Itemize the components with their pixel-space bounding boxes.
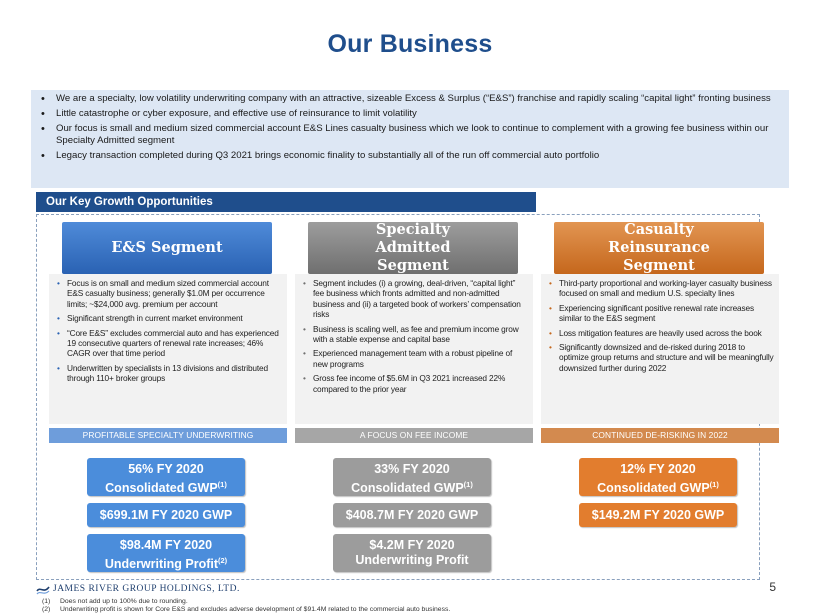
segment-bullet: • Loss mitigation features are heavily used across the book bbox=[549, 327, 762, 338]
company-logo bbox=[36, 582, 240, 596]
gwp-share-pill: 12% FY 2020 Consolidated GWP$^{(1)}$ bbox=[579, 458, 737, 496]
gwp-pill: $699.1M FY 2020 GWP bbox=[87, 503, 245, 527]
segment-bullet: • Segment includes (i) a growing, deal-driven, “capital light” fee business which fronts admitted and non-admitted business and (ii) a targeted book of workers’ compensation risks bbox=[303, 278, 521, 320]
segment-theme-band: CONTINUED DE-RISKING IN 2022 bbox=[541, 428, 779, 443]
segment-details bbox=[295, 274, 533, 424]
bullet-icon: • bbox=[57, 327, 60, 338]
bullet-icon: • bbox=[41, 150, 45, 162]
bullet-icon: • bbox=[549, 327, 552, 338]
bullet-icon: • bbox=[57, 313, 60, 324]
segment-theme-band: PROFITABLE SPECIALTY UNDERWRITING bbox=[49, 428, 287, 443]
intro-bullet: • Little catastrophe or cyber exposure, and effective use of reinsurance to limit volatility bbox=[41, 108, 417, 120]
page-title: Our Business bbox=[327, 30, 493, 58]
gwp-pill: $408.7M FY 2020 GWP bbox=[333, 503, 491, 527]
underwriting-profit-pill: $98.4M FY 2020 Underwriting Profit$^{(2)}$ bbox=[87, 534, 245, 572]
underwriting-profit-pill: $4.2M FY 2020 Underwriting Profit bbox=[333, 534, 491, 572]
bullet-icon: • bbox=[57, 278, 60, 288]
intro-panel bbox=[31, 90, 789, 188]
bullet-icon: • bbox=[549, 278, 552, 288]
gwp-share-pill: 33% FY 2020 Consolidated GWP$^{(1)}$ bbox=[333, 458, 491, 496]
bullet-icon: • bbox=[57, 362, 60, 373]
bullet-icon: • bbox=[41, 123, 45, 135]
segment-title: Casualty Reinsurance Segment bbox=[554, 222, 764, 274]
segment-bullet: • Underwritten by specialists in 13 divisions and distributed through 110+ broker groups bbox=[57, 362, 268, 384]
footnote: (2) Underwriting profit is shown for Core E&S and excludes adverse development of $91.4M related to the commercial auto business. bbox=[42, 606, 451, 613]
segment-bullet: • Focus is on small and medium sized commercial account E&S casualty business; generally $1.0M per occurrence limits; ~$24,000 avg. premium per account bbox=[57, 278, 269, 309]
page-number: 5 bbox=[769, 580, 776, 594]
intro-bullet: • We are a specialty, low volatility underwriting company with an attractive, sizeable Excess & Surplus (“E&S”) franchise and rapidly scaling “capital light” fronting business bbox=[41, 93, 771, 105]
growth-opportunities-header: Our Key Growth Opportunities bbox=[36, 192, 536, 212]
segment-title: E&S Segment bbox=[62, 222, 272, 274]
segment-details bbox=[49, 274, 287, 424]
intro-bullet: • Legacy transaction completed during Q3 2021 brings economic finality to substantially all of the run off commercial auto portfolio bbox=[41, 150, 600, 162]
bullet-icon: • bbox=[549, 302, 552, 313]
segment-theme-band: A FOCUS ON FEE INCOME bbox=[295, 428, 533, 443]
segment-bullet: • “Core E&S” excludes commercial auto and has experienced 19 consecutive quarters of renewal rate increases; 46% CAGR over that time period bbox=[57, 327, 279, 359]
gwp-share-pill: 56% FY 2020 Consolidated GWP$^{(1)}$ bbox=[87, 458, 245, 496]
segment-bullet: • Experienced management team with a robust pipeline of new programs bbox=[303, 348, 513, 369]
segment-bullet: • Third-party proportional and working-layer casualty business focused on small and medium U.S. specialty lines bbox=[549, 278, 772, 299]
company-name: JAMES RIVER GROUP HOLDINGS, LTD. bbox=[53, 584, 240, 594]
bullet-icon: • bbox=[41, 108, 45, 120]
segment-bullet: • Gross fee income of $5.6M in Q3 2021 increased 22% compared to the prior year bbox=[303, 373, 506, 394]
segment-details bbox=[541, 274, 779, 424]
bullet-icon: • bbox=[303, 278, 306, 288]
footnote: (1) Does not add up to 100% due to rounding. bbox=[42, 598, 188, 605]
bullet-icon: • bbox=[549, 342, 552, 353]
bullet-icon: • bbox=[303, 373, 306, 384]
segment-title: Specialty Admitted Segment bbox=[308, 222, 518, 274]
segment-bullet: • Business is scaling well, as fee and premium income grow with a stable expense and capital base bbox=[303, 323, 519, 345]
bullet-icon: • bbox=[303, 323, 306, 334]
gwp-pill: $149.2M FY 2020 GWP bbox=[579, 503, 737, 527]
intro-bullet: • Our focus is small and medium sized commercial account E&S Lines casualty business which we look to continue to complement with a growing fee business within our Specialty Admitted segment bbox=[41, 123, 769, 146]
bullet-icon: • bbox=[303, 348, 306, 359]
segment-bullet: • Significantly downsized and de-risked during 2018 to optimize group returns and structure and will be meaningfully downsized further during 2022 bbox=[549, 342, 774, 373]
segment-bullet: • Experiencing significant positive renewal rate increases similar to the E&S segment bbox=[549, 302, 754, 324]
bullet-icon: • bbox=[41, 93, 45, 105]
segment-bullet: • Significant strength in current market environment bbox=[57, 313, 243, 324]
river-logo-icon bbox=[36, 582, 50, 596]
